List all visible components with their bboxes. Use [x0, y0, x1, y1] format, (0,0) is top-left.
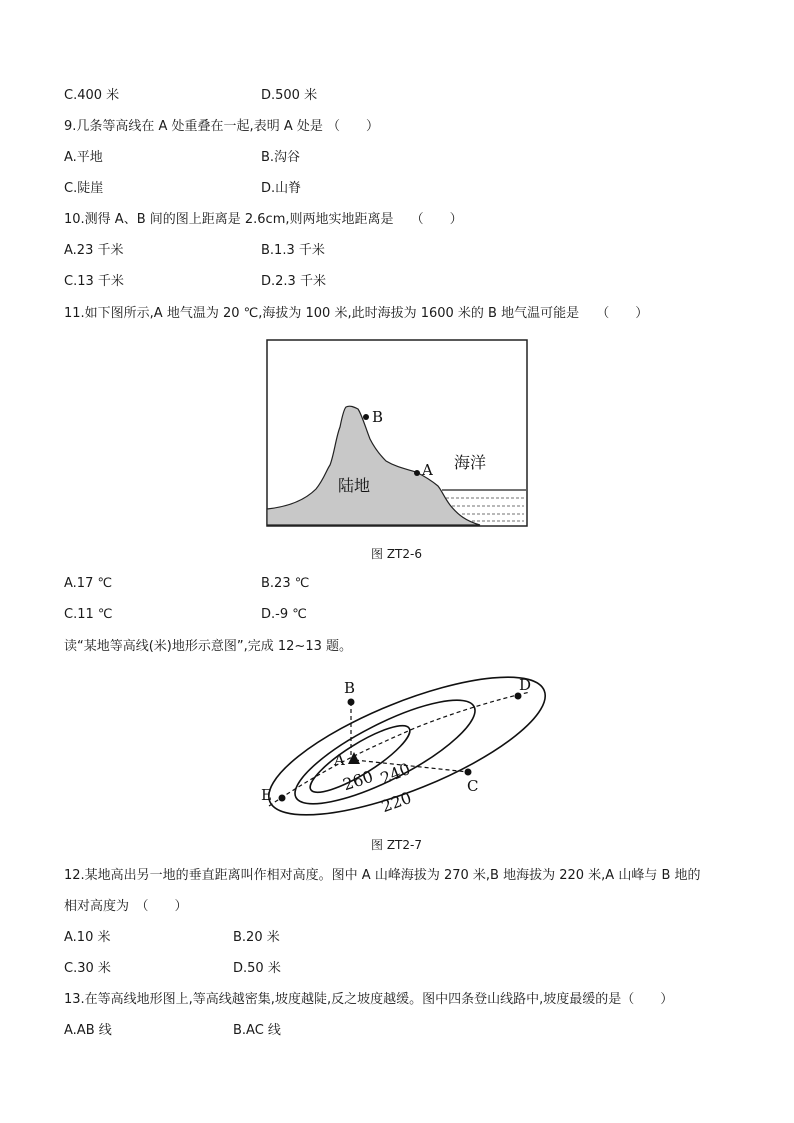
point-b-label: B [372, 408, 384, 426]
q13-option-a: A.AB 线 [64, 1023, 112, 1038]
q9-option-d: D.山脊 [261, 181, 302, 196]
q13-option-b: B.AC 线 [233, 1023, 281, 1038]
figure-zt2-6-caption: 图 ZT2-6 [371, 547, 422, 561]
q8-option-d: D.500 米 [261, 88, 318, 103]
figure-zt2-7-caption: 图 ZT2-7 [371, 838, 422, 852]
q11-option-d: D.-9 ℃ [261, 607, 307, 622]
q11-option-c: C.11 ℃ [64, 607, 113, 622]
land-label: 陆地 [338, 476, 371, 495]
point-b-marker [363, 414, 369, 420]
label-d: D [519, 676, 532, 694]
contour-label-260: 260 [340, 766, 376, 795]
figure-zt2-7 [255, 668, 555, 828]
q11-option-b: B.23 ℃ [261, 576, 310, 591]
point-a-label: A [422, 461, 433, 479]
section-intro: 读“某地等高线(米)地形示意图”,完成 12~13 题。 [64, 639, 352, 654]
q11-stem: 11.如下图所示,A 地气温为 20 ℃,海拔为 100 米,此时海拔为 1600 米的 B 地气温可能是 （ ） [64, 306, 649, 321]
figure-zt2-6 [266, 339, 528, 527]
q10-option-c: C.13 千米 [64, 274, 124, 289]
q12-option-b: B.20 米 [233, 930, 280, 945]
q9-option-a: A.平地 [64, 150, 103, 165]
point-a-marker [414, 470, 420, 476]
q12-option-c: C.30 米 [64, 961, 111, 976]
q9-stem: 9.几条等高线在 A 处重叠在一起,表明 A 处是 （ ） [64, 119, 379, 134]
q12-stem-line1: 12.某地高出另一地的垂直距离叫作相对高度。图中 A 山峰海拔为 270 米,B 地海拔为 220 米,A 山峰与 B 地的 [64, 868, 701, 883]
q12-option-a: A.10 米 [64, 930, 111, 945]
contour-label-240: 240 [377, 759, 414, 789]
point-c-marker [465, 769, 472, 776]
q12-option-d: D.50 米 [233, 961, 281, 976]
q10-stem: 10.测得 A、B 间的图上距离是 2.6cm,则两地实地距离是 （ ） [64, 212, 463, 227]
q10-option-d: D.2.3 千米 [261, 274, 326, 289]
q10-option-b: B.1.3 千米 [261, 243, 325, 258]
label-c: C [467, 777, 479, 795]
label-b: B [344, 679, 356, 697]
contour-label-220: 220 [378, 787, 414, 817]
point-e-marker [279, 795, 286, 802]
q11-option-a: A.17 ℃ [64, 576, 113, 591]
label-e: E [261, 786, 272, 804]
point-b-marker [348, 699, 355, 706]
q12-stem-line2: 相对高度为 （ ） [64, 899, 188, 914]
q9-option-c: C.陡崖 [64, 181, 104, 196]
q8-option-c: C.400 米 [64, 88, 120, 103]
q10-option-a: A.23 千米 [64, 243, 124, 258]
label-a: A [334, 751, 345, 769]
q13-stem: 13.在等高线地形图上,等高线越密集,坡度越陡,反之坡度越缓。图中四条登山线路中,坡度最缓的是（ ） [64, 992, 674, 1007]
sea-label: 海洋 [454, 453, 487, 472]
q9-option-b: B.沟谷 [261, 150, 301, 165]
